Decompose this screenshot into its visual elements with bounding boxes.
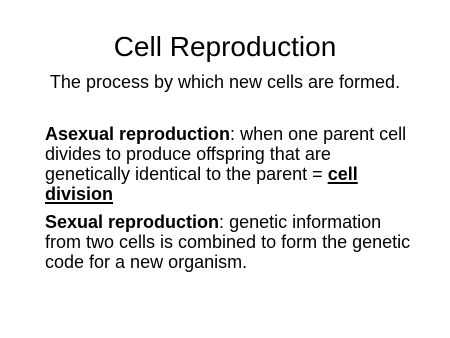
sexual-reproduction-term: Sexual reproduction xyxy=(45,212,220,232)
cell-division-term: cell division xyxy=(45,164,358,204)
asexual-reproduction-paragraph xyxy=(45,124,415,204)
slide-title: Cell Reproduction xyxy=(113,31,337,62)
sexual-colon: : xyxy=(219,212,225,232)
asexual-colon: : xyxy=(230,124,236,144)
sexual-reproduction-paragraph xyxy=(45,212,415,272)
asexual-reproduction-term: Asexual reproduction xyxy=(45,124,231,144)
asexual-reproduction-definition: when one parent cell divides to produce offspring that are genetically identical to the parent = xyxy=(45,124,407,184)
sexual-reproduction-definition: genetic information from two cells is combined to form the genetic code for a new organism. xyxy=(45,212,411,272)
slide-subtitle: The process by which new cells are formed. xyxy=(49,72,401,92)
